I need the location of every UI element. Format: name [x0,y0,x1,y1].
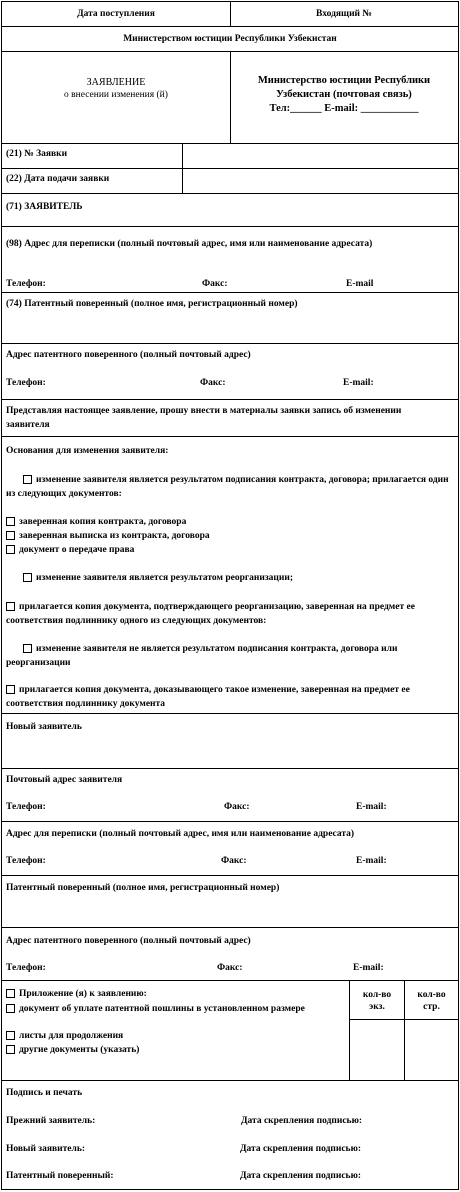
other-doc-checkbox[interactable] [6,685,15,694]
new-attorney-label: Патентный поверенный (полное имя, регистрационный номер) [6,883,280,893]
new-attorney-email-label: E-mail: [353,963,384,973]
new-correspondence-email-label: E-mail: [356,856,387,866]
new-postal-phone-label: Телефон: [6,802,46,812]
ground-contract-text: изменение заявителя является результатом подписания контракта, договора; прилагается один из следующих документов: [6,475,449,499]
doc-contract-extract [6,531,210,541]
attorney-address-label: Адрес патентного поверенного (полный почтовый адрес) [6,350,251,360]
email-label: E-mail [346,279,374,289]
attorney-email-label: E-mail: [343,378,374,388]
correspondence-row[interactable] [2,227,458,293]
attachments-section [2,981,458,1081]
attachment-other [6,1045,139,1055]
reorganization-doc [6,600,450,628]
doc-rights-transfer [6,545,134,555]
doc-contract-copy [6,517,186,527]
new-applicant-sign-label[interactable]: Новый заявитель: [6,1144,86,1154]
addressee-line2: Узбекистан (почтовая связь) [276,89,412,100]
statement-row [2,52,458,144]
doc-contract-copy-text: заверенная копия контракта, договора [19,517,187,527]
new-applicant-label: Новый заявитель [6,722,82,732]
pages-header-line2: стр. [423,1002,440,1012]
attorney-sign-date-label[interactable]: Дата скрепления подписью: [240,1171,361,1181]
new-postal-fax-label: Факс: [224,802,250,812]
ground-other-text: изменение заявителя не является результатом подписания контракта, договора или реорганизации [6,644,398,668]
applicant-row[interactable] [2,194,458,227]
ground-contract [6,473,450,501]
ground-other-checkbox[interactable] [23,644,32,653]
doc-contract-extract-checkbox[interactable] [6,531,15,540]
attachments-title [6,989,147,999]
pages-input-cell[interactable] [405,1020,458,1080]
new-attorney-address-row[interactable] [2,928,458,981]
date-received-label: Дата поступления [77,9,155,19]
new-sign-date-label[interactable]: Дата скрепления подписью: [240,1144,361,1154]
request-row [2,400,458,437]
reorganization-doc-checkbox[interactable] [6,602,15,611]
copies-input-cell[interactable] [350,1020,404,1080]
doc-rights-transfer-checkbox[interactable] [6,545,15,554]
filing-date-field[interactable] [183,169,458,193]
new-correspondence-fax-label: Факс: [221,856,247,866]
correspondence-label: (98) Адрес для переписки (полный почтовый адрес, имя или наименование адресата) [6,239,373,249]
doc-contract-copy-checkbox[interactable] [6,517,15,526]
application-number-field[interactable] [183,144,458,168]
other-doc-text: прилагается копия документа, доказывающего такое изменение, заверенная на предмет ее соответствия подлиннику документа [6,685,410,709]
signature-title: Подпись и печать [6,1088,83,1098]
grounds-title: Основания для изменения заявителя: [6,446,169,456]
incoming-number-label: Входящий № [316,9,372,19]
new-attorney-address-label: Адрес патентного поверенного (полный почтовый адрес) [6,936,251,946]
statement-title: ЗАЯВЛЕНИЕ [86,77,146,88]
attachment-fee-doc-checkbox[interactable] [6,1004,15,1013]
attorney-row[interactable] [2,293,458,344]
signature-section [2,1081,458,1189]
attachment-continuation [6,1031,123,1041]
former-sign-date-label[interactable]: Дата скрепления подписью: [241,1116,362,1126]
pages-header-line1: кол-во [417,990,446,1000]
filing-date-label: (22) Дата подачи заявки [6,174,110,184]
addressee-line1: Министерство юстиции Республики [257,75,431,86]
applicant-label: (71) ЗАЯВИТЕЛЬ [6,202,83,212]
new-postal-label: Почтовый адрес заявителя [6,775,123,785]
doc-rights-transfer-text: документ о передаче права [19,545,135,555]
ground-reorganization-text: изменение заявителя является результатом реорганизации; [36,573,294,583]
filing-date-row [2,169,458,194]
attorney-sign-label[interactable]: Патентный поверенный: [6,1171,114,1181]
statement-subtitle: о внесении изменения (й) [64,90,168,100]
attachment-other-text: другие документы (указать) [19,1045,140,1055]
attachment-fee-doc-text: документ об уплате патентной пошлины в установленном размере [19,1004,305,1014]
application-number-row [2,144,458,169]
new-attorney-row[interactable] [2,876,458,928]
new-correspondence-label: Адрес для переписки (полный почтовый адрес, имя или наименование адресата) [6,829,355,839]
ground-reorganization-checkbox[interactable] [23,573,32,582]
ministry-title: Министерством юстиции Республики Узбекистан [123,34,337,44]
attachment-continuation-text: листы для продолжения [19,1031,124,1041]
phone-label: Телефон: [6,279,46,289]
doc-contract-extract-text: заверенная выписка из контракта, договора [19,531,210,541]
attorney-fax-label: Факс: [200,378,226,388]
new-attorney-phone-label: Телефон: [6,963,46,973]
application-form [1,1,459,1190]
new-correspondence-row[interactable] [2,822,458,876]
new-postal-row[interactable] [2,769,458,822]
ground-other [6,642,450,670]
former-applicant-label[interactable]: Прежний заявитель: [6,1116,96,1126]
attachments-title-text: Приложение (я) к заявлению: [19,989,147,999]
new-postal-email-label: E-mail: [356,802,387,812]
attachment-fee-doc [6,1002,344,1016]
attachment-other-checkbox[interactable] [6,1045,15,1054]
ground-contract-checkbox[interactable] [23,475,32,484]
reorganization-doc-text: прилагается копия документа, подтверждающего реорганизацию, заверенная на предмет ее соответствия подлиннику одного из следующих документов: [6,602,415,626]
new-applicant-row[interactable] [2,714,458,769]
header-row [2,2,458,27]
addressee-contacts: Тел:______ E-mail: ___________ [269,103,419,114]
copies-header-line2: экз. [369,1002,385,1012]
attorney-label: (74) Патентный поверенный (полное имя, регистрационный номер) [6,299,298,309]
attachments-checkbox[interactable] [6,989,15,998]
grounds-section [2,437,458,714]
attorney-phone-label: Телефон: [6,378,46,388]
application-number-label: (21) № Заявки [6,149,68,159]
ground-reorganization [23,573,293,583]
fax-label: Факс: [202,279,228,289]
request-text: Представляя настоящее заявление, прошу внести в материалы заявки запись об изменении заявителя [6,406,402,430]
ministry-row [2,27,458,52]
other-doc [6,683,450,711]
attachment-continuation-checkbox[interactable] [6,1031,15,1040]
attorney-address-row[interactable] [2,344,458,400]
copies-header-line1: кол-во [362,990,392,1000]
new-attorney-fax-label: Факс: [217,963,243,973]
new-correspondence-phone-label: Телефон: [6,856,46,866]
